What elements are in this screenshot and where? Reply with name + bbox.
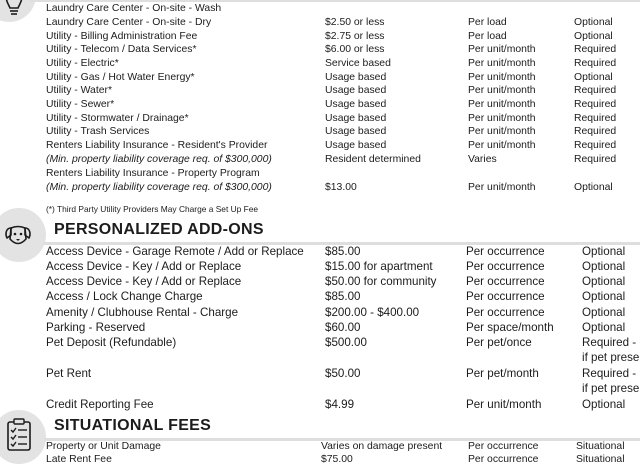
table-row: Utility - Sewer* Usage based Per unit/month Required [46,99,617,110]
table-row: Parking - Reserved $60.00 Per space/month Optional [46,321,626,334]
section-title-situational: SITUATIONAL FEES [54,417,212,434]
table-row: Credit Reporting Fee $4.99 Per unit/month Optional [46,398,626,411]
table-row: Access / Lock Change Charge $85.00 Per occurrence Optional [46,290,626,303]
table-row: Late Rent Fee $75.00 Per occurrence Situational [46,454,625,465]
footnote: (*) Third Party Utility Providers May Charge a Set Up Fee [46,204,259,214]
table-row: Amenity / Clubhouse Rental - Charge $200.00 - $400.00 Per occurrence Optional [46,306,626,319]
table-row: Utility - Gas / Hot Water Energy* Usage based Per unit/month Optional [46,72,613,83]
table-row: if pet prese [582,351,640,364]
table-row: Renters Liability Insurance - Resident's Provider Usage based Per unit/month Required [46,140,617,151]
table-row: Access Device - Garage Remote / Add or Replace $85.00 Per occurrence Optional [46,245,626,258]
table-row: Pet Deposit (Refundable) $500.00 Per pet/once Required - [46,336,637,349]
table-row: Laundry Care Center - On-site - Wash [46,3,222,14]
table-row: Utility - Electric* Service based Per unit/month Required [46,58,617,69]
table-row: (Min. property liability coverage req. of $300,000) $13.00 Per unit/month Optional [46,182,613,193]
table-row: Utility - Telecom / Data Services* $6.00 or less Per unit/month Required [46,44,617,55]
table-row: Pet Rent $50.00 Per pet/month Required - [46,367,637,380]
table-row: Renters Liability Insurance - Property Program [46,168,260,179]
section-title-add-ons: PERSONALIZED ADD-ONS [54,221,264,238]
table-row: if pet prese [582,382,640,395]
table-row: (Min. property liability coverage req. of $300,000) Resident determined Varies Required [46,154,617,165]
table-row: Utility - Water* Usage based Per unit/month Required [46,85,617,96]
table-row: Utility - Trash Services Usage based Per unit/month Required [46,126,617,137]
table-row: Property or Unit Damage Varies on damage present Per occurrence Situational [46,441,625,452]
table-row: Laundry Care Center - On-site - Dry $2.50 or less Per load Optional [46,17,613,28]
table-row: Access Device - Key / Add or Replace $50.00 for community Per occurrence Optional [46,275,626,288]
table-row: Utility - Stormwater / Drainage* Usage based Per unit/month Required [46,113,617,124]
top-divider [30,0,640,2]
table-row: Access Device - Key / Add or Replace $15.00 for apartment Per occurrence Optional [46,260,626,273]
table-row: Utility - Billing Administration Fee $2.75 or less Per load Optional [46,31,613,42]
